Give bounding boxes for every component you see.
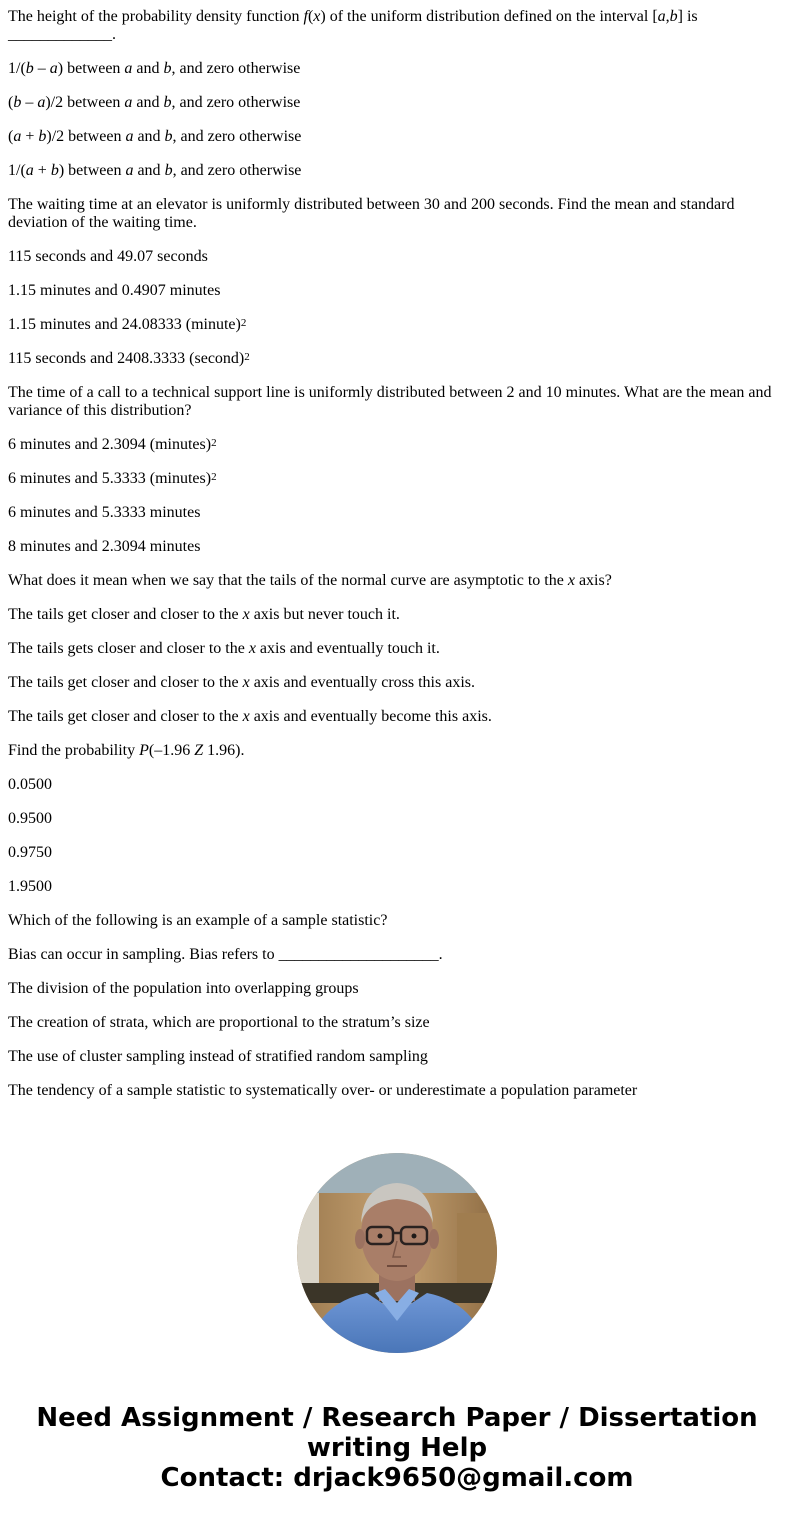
question-1-option-2: (b – a)/2 between a and b, and zero otherwise xyxy=(8,94,301,111)
question-7-option-1: The division of the population into overlapping groups xyxy=(8,980,359,997)
question-5-prompt: Find the probability P(–1.96 Z 1.96). xyxy=(8,742,245,759)
question-2-prompt: The waiting time at an elevator is uniformly distributed between 30 and 200 seconds. Find the mean and standard deviation of the waiting time. xyxy=(8,196,735,231)
question-7-option-2: The creation of strata, which are proportional to the stratum’s size xyxy=(8,1014,430,1031)
question-1-prompt: The height of the probability density function f(x) of the uniform distribution defined on the interval [a,b] is _____________. xyxy=(8,8,698,43)
question-7-option-3: The use of cluster sampling instead of stratified random sampling xyxy=(8,1048,428,1065)
question-3-option-4: 8 minutes and 2.3094 minutes xyxy=(8,538,201,555)
portrait-image xyxy=(297,1153,497,1353)
footer-line-2: writing Help xyxy=(306,1433,488,1463)
question-4-option-4: The tails get closer and closer to the x axis and eventually become this axis. xyxy=(8,708,492,725)
question-2-option-1: 115 seconds and 49.07 seconds xyxy=(8,248,208,265)
question-1-option-3: (a + b)/2 between a and b, and zero otherwise xyxy=(8,128,302,145)
question-4-prompt: What does it mean when we say that the tails of the normal curve are asymptotic to the x axis? xyxy=(8,572,612,589)
question-2-option-4: 115 seconds and 2408.3333 (second)$^2$ xyxy=(8,350,250,367)
question-3-option-2: 6 minutes and 5.3333 (minutes)$^2$ xyxy=(8,470,217,487)
question-3-option-1: 6 minutes and 2.3094 (minutes)$^2$ xyxy=(8,436,217,453)
question-1-option-4: 1/(a + b) between a and b, and zero otherwise xyxy=(8,162,302,179)
question-4-option-2: The tails gets closer and closer to the x axis and eventually touch it. xyxy=(8,640,440,657)
question-4-option-3: The tails get closer and closer to the x axis and eventually cross this axis. xyxy=(8,674,475,691)
question-3-prompt: The time of a call to a technical support line is uniformly distributed between 2 and 10 minutes. What are the mean and variance of this distribution? xyxy=(8,384,772,419)
question-2-option-2: 1.15 minutes and 0.4907 minutes xyxy=(8,282,221,299)
question-6-prompt: Which of the following is an example of a sample statistic? xyxy=(8,912,388,929)
question-5-option-2: 0.9500 xyxy=(8,810,52,827)
question-4-option-1: The tails get closer and closer to the x axis but never touch it. xyxy=(8,606,400,623)
footer-contact-email[interactable]: Contact: drjack9650@gmail.com xyxy=(160,1463,634,1493)
question-5-option-4: 1.9500 xyxy=(8,878,52,895)
question-7-prompt: Bias can occur in sampling. Bias refers to ____________________. xyxy=(8,946,443,963)
question-7-option-4: The tendency of a sample statistic to systematically over- or underestimate a population parameter xyxy=(8,1082,638,1099)
footer-line-1: Need Assignment / Research Paper / Dissertation xyxy=(36,1403,758,1433)
question-3-option-3: 6 minutes and 5.3333 minutes xyxy=(8,504,201,521)
question-5-option-1: 0.0500 xyxy=(8,776,52,793)
footer-contact-banner xyxy=(0,1403,794,1493)
question-5-option-3: 0.9750 xyxy=(8,844,52,861)
author-avatar xyxy=(297,1153,497,1353)
question-1-option-1: 1/(b – a) between a and b, and zero otherwise xyxy=(8,60,301,77)
question-2-option-3: 1.15 minutes and 24.08333 (minute)$^2$ xyxy=(8,316,247,333)
